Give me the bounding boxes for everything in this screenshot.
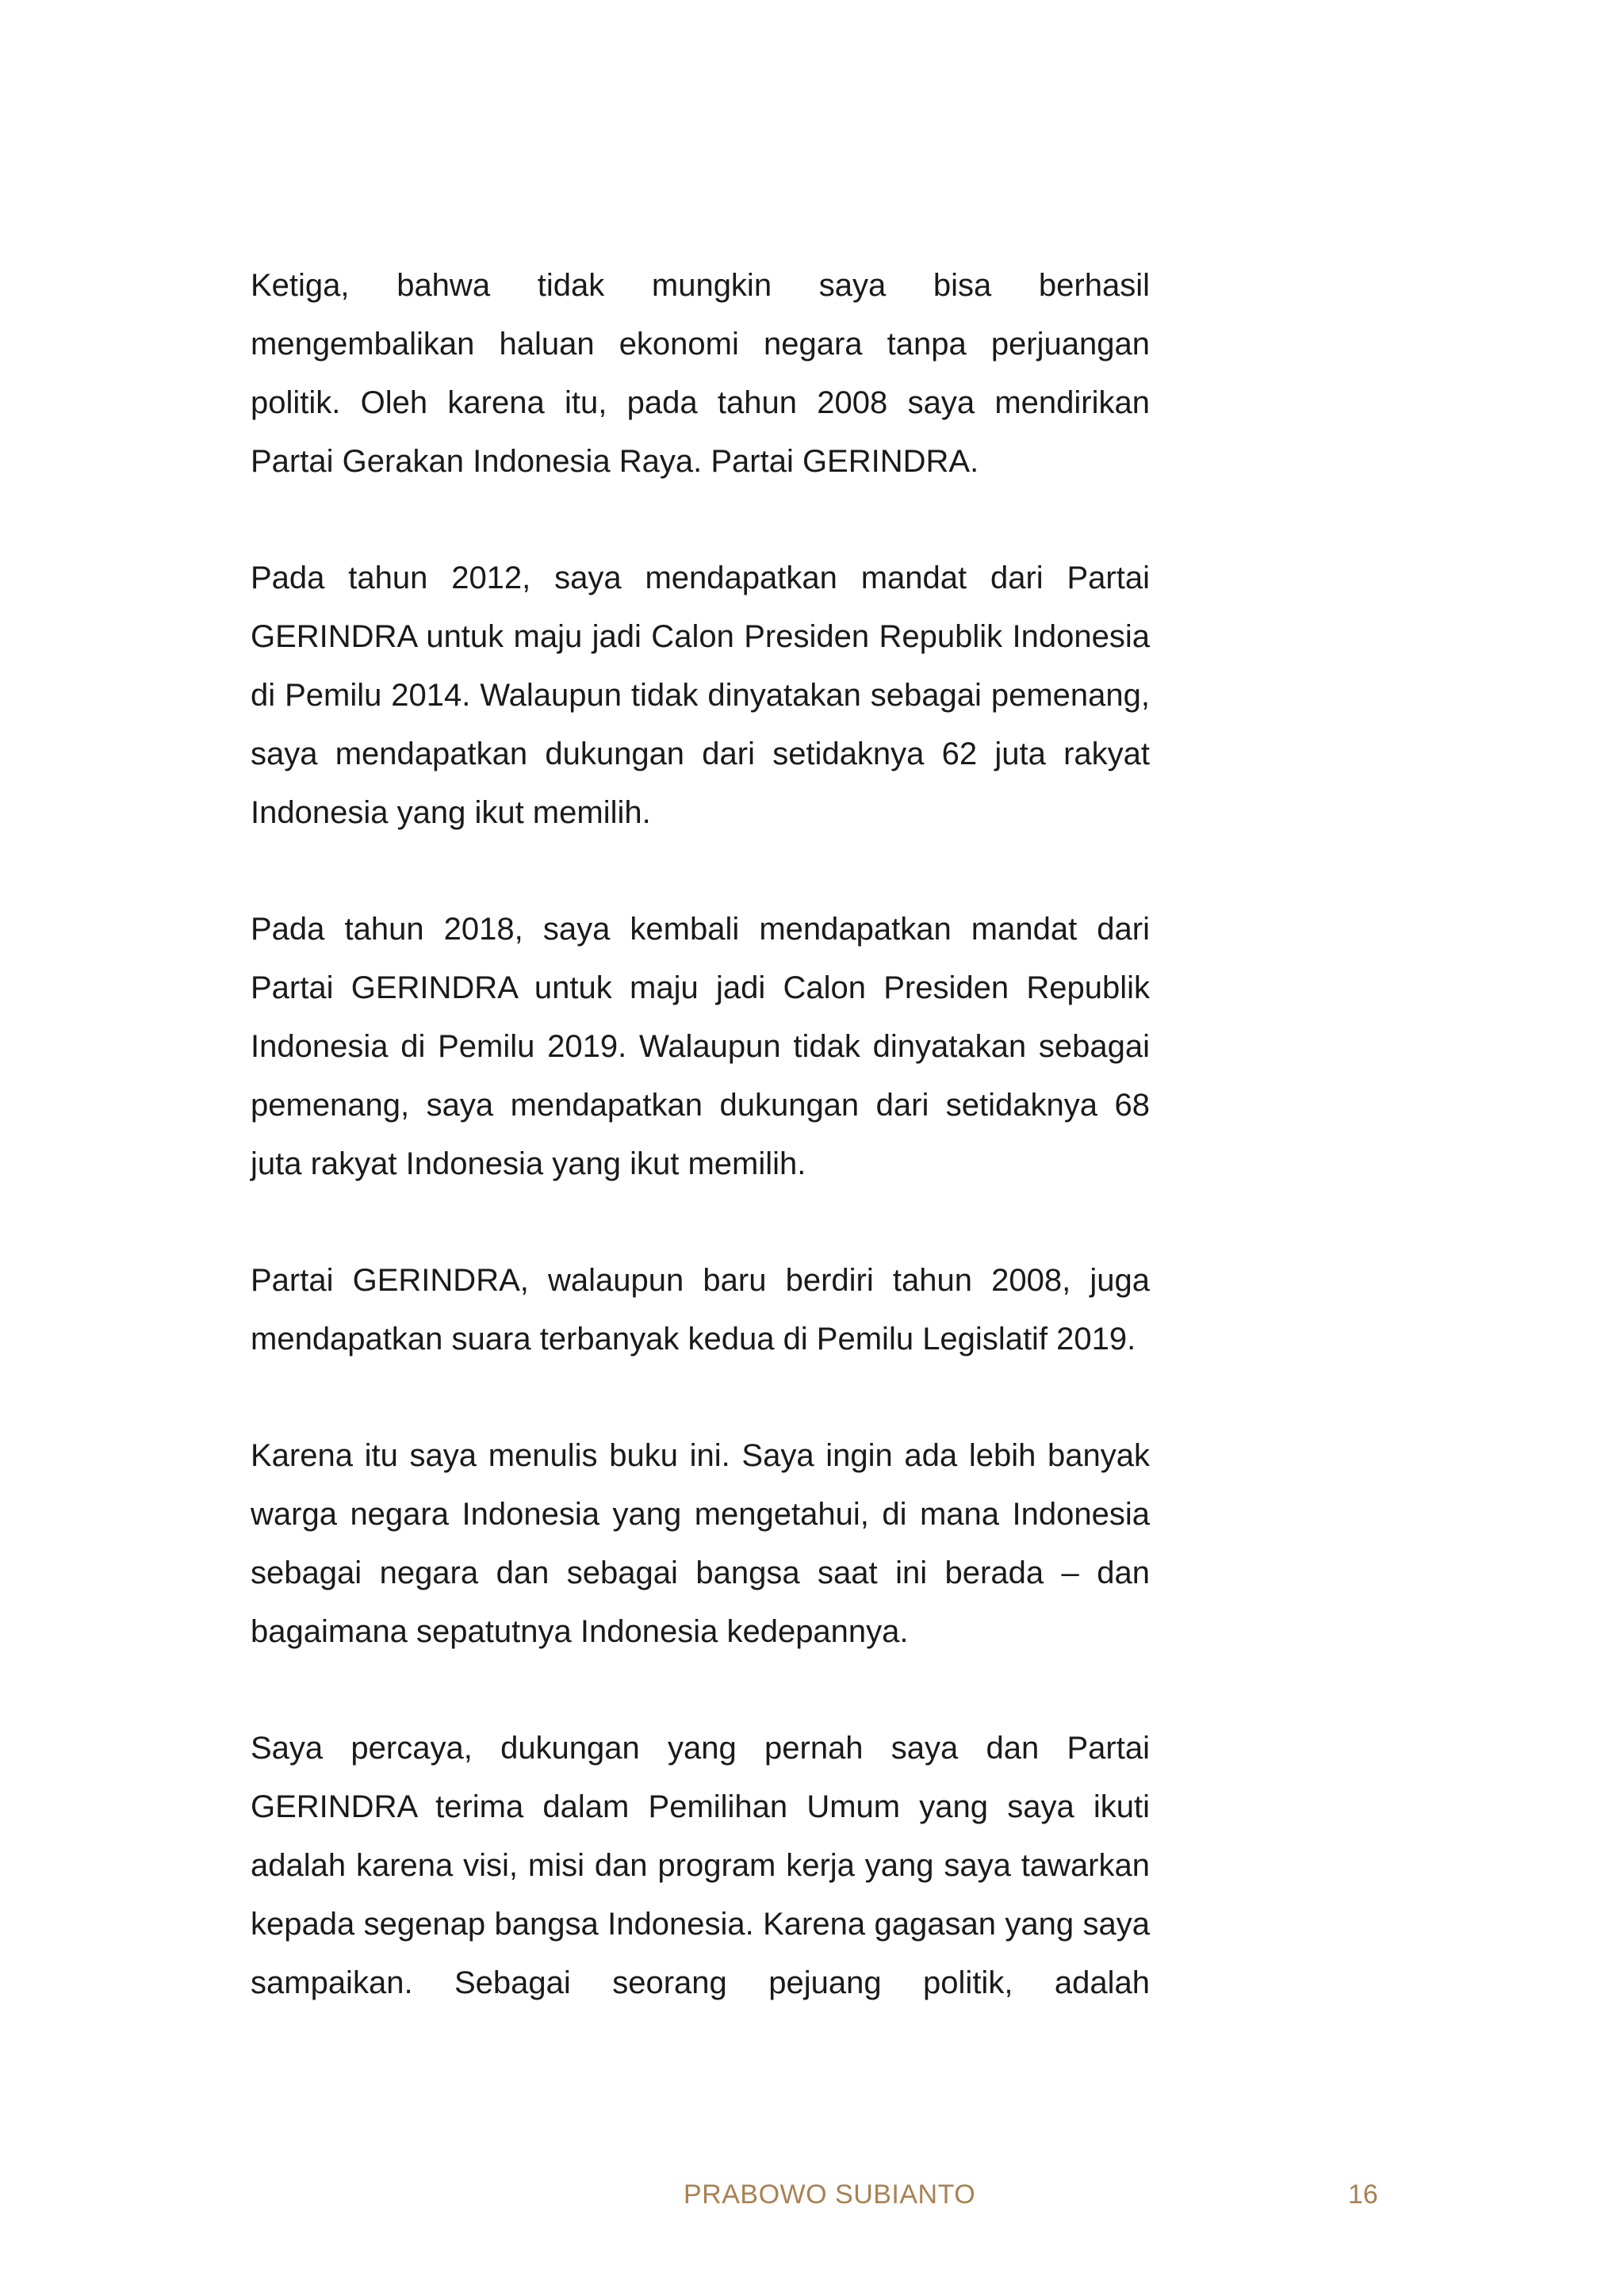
paragraph-6: Saya percaya, dukungan yang pernah saya dan Partai GERINDRA terima dalam Pemilihan Umum yang saya ikuti adalah karena visi, misi dan program kerja yang saya tawarkan kepada segenap bangsa Indonesia. Karena gagasan yang saya sampaikan. Sebagai seorang pejuang politik, adalah [251, 1731, 1150, 2000]
paragraph-5: Karena itu saya menulis buku ini. Saya ingin ada lebih banyak warga negara Indonesia yang mengetahui, di mana Indonesia sebagai negara dan sebagai bangsa saat ini berada – dan bagaimana sepatutnya Indonesia kedepannya. [251, 1438, 1150, 1649]
paragraph-2: Pada tahun 2012, saya mendapatkan mandat dari Partai GERINDRA untuk maju jadi Calon Presiden Republik Indonesia di Pemilu 2014. Walaupun tidak dinyatakan sebagai pemenang, saya mendapatkan dukungan dari setidaknya 62 juta rakyat Indonesia yang ikut memilih. [251, 561, 1150, 830]
paragraph-4: Partai GERINDRA, walaupun baru berdiri tahun 2008, juga mendapatkan suara terbanyak kedua di Pemilu Legislatif 2019. [251, 1263, 1150, 1357]
body-text [251, 256, 1150, 2012]
paragraph-1: Ketiga, bahwa tidak mungkin saya bisa berhasil mengembalikan haluan ekonomi negara tanpa perjuangan politik. Oleh karena itu, pada tahun 2008 saya mendirikan Partai Gerakan Indonesia Raya. Partai GERINDRA. [251, 268, 1150, 479]
footer-author: PRABOWO SUBIANTO [684, 2179, 976, 2210]
paragraph-3: Pada tahun 2018, saya kembali mendapatkan mandat dari Partai GERINDRA untuk maju jadi Calon Presiden Republik Indonesia di Pemilu 2019. Walaupun tidak dinyatakan sebagai pemenang, saya mendapatkan dukungan dari setidaknya 68 juta rakyat Indonesia yang ikut memilih. [251, 912, 1150, 1181]
page-number: 16 [1348, 2179, 1378, 2210]
